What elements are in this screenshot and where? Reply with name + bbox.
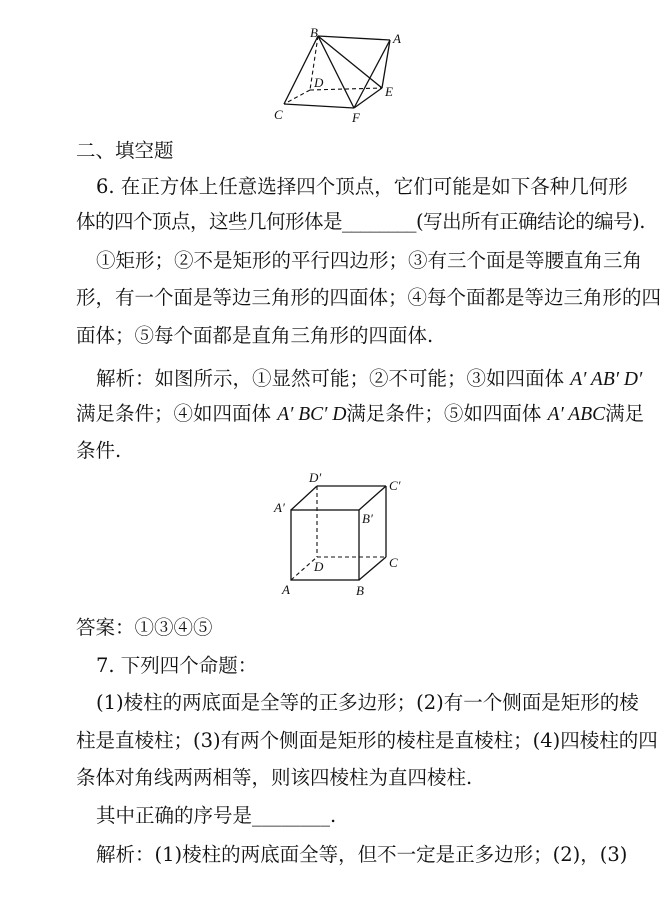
edge-BC: [359, 557, 386, 580]
label-B: B: [310, 25, 318, 40]
edge-A1D1: [291, 486, 317, 510]
q6-option-line-2: 形，有一个面是等边三角形的四面体；④每个面都是等边三角形的四: [76, 286, 661, 309]
edge-BE: [318, 36, 382, 88]
label-A: A: [282, 582, 290, 597]
label-D: D: [314, 559, 324, 574]
edge-B1C1: [359, 486, 386, 510]
label-C: C: [389, 555, 398, 570]
label-D-prime: D′: [309, 470, 322, 485]
q7-analysis-line-1: 解析：(1)棱柱的两底面全等，但不一定是正多边形；(2)，(3): [96, 843, 628, 866]
q6-option-line-1: ①矩形；②不是矩形的平行四边形；③有三个面是等腰直角三角: [96, 249, 643, 272]
tetrahedron-1: A′ AB′ D′: [570, 369, 643, 390]
q7-line-1: 7. 下列四个命题：: [96, 654, 258, 677]
q6-analysis-line-1: [96, 366, 642, 393]
q6-line-2: 体的四个顶点，这些几何形体是________(写出所有正确结论的编号).: [76, 210, 645, 233]
label-D: D: [314, 75, 324, 90]
q6-analysis-text: 满足条件；④如四面体: [76, 402, 278, 425]
q7-proposition-line-1: (1)棱柱的两底面是全等的正多边形；(2)有一个侧面是矩形的棱: [96, 691, 639, 714]
q6-answer: 答案：①③④⑤: [76, 616, 213, 639]
edge-BC: [284, 36, 318, 104]
tetrahedron-2: A′ BC′ D: [277, 404, 347, 425]
figure-prism-diagram: [268, 26, 416, 126]
section-heading: 二、填空题: [76, 139, 174, 162]
tetrahedron-3: A′ ABC: [547, 404, 606, 425]
q7-question: 其中正确的序号是________.: [96, 804, 337, 827]
edge-BF: [318, 36, 354, 108]
q7-proposition-line-3: 条体对角线两两相等，则该四棱柱为直四棱柱.: [76, 766, 473, 789]
q6-analysis-line-2: [76, 401, 644, 428]
label-E: E: [385, 84, 393, 99]
edge-FE: [354, 88, 382, 108]
q6-analysis-text: 满足: [605, 402, 645, 425]
q6-option-line-3: 面体；⑤每个面都是直角三角形的四面体.: [76, 324, 434, 347]
q7-proposition-line-2: 柱是直棱柱；(3)有两个侧面是矩形的棱柱是直棱柱；(4)四棱柱的四: [76, 729, 658, 752]
cube-front-face: [291, 510, 359, 580]
label-B: B: [356, 583, 364, 598]
figure-cube-diagram: [270, 470, 420, 605]
q6-line-1: 6. 在正方体上任意选择四个顶点，它们可能是如下各种几何形: [96, 175, 628, 198]
edge-CF: [284, 104, 354, 108]
label-C-prime: C′: [389, 478, 401, 493]
q6-analysis-text: 解析：如图所示，①显然可能；②不可能；③如四面体: [96, 367, 571, 390]
edge-BA: [318, 36, 390, 40]
label-A: A: [393, 31, 401, 46]
q6-analysis-line-3: 条件.: [76, 439, 122, 462]
label-C: C: [274, 107, 283, 122]
label-B-prime: B′: [362, 511, 373, 526]
label-A-prime: A′: [274, 500, 285, 515]
q6-analysis-text: 满足条件；⑤如四面体: [346, 402, 548, 425]
label-F: F: [352, 110, 360, 125]
